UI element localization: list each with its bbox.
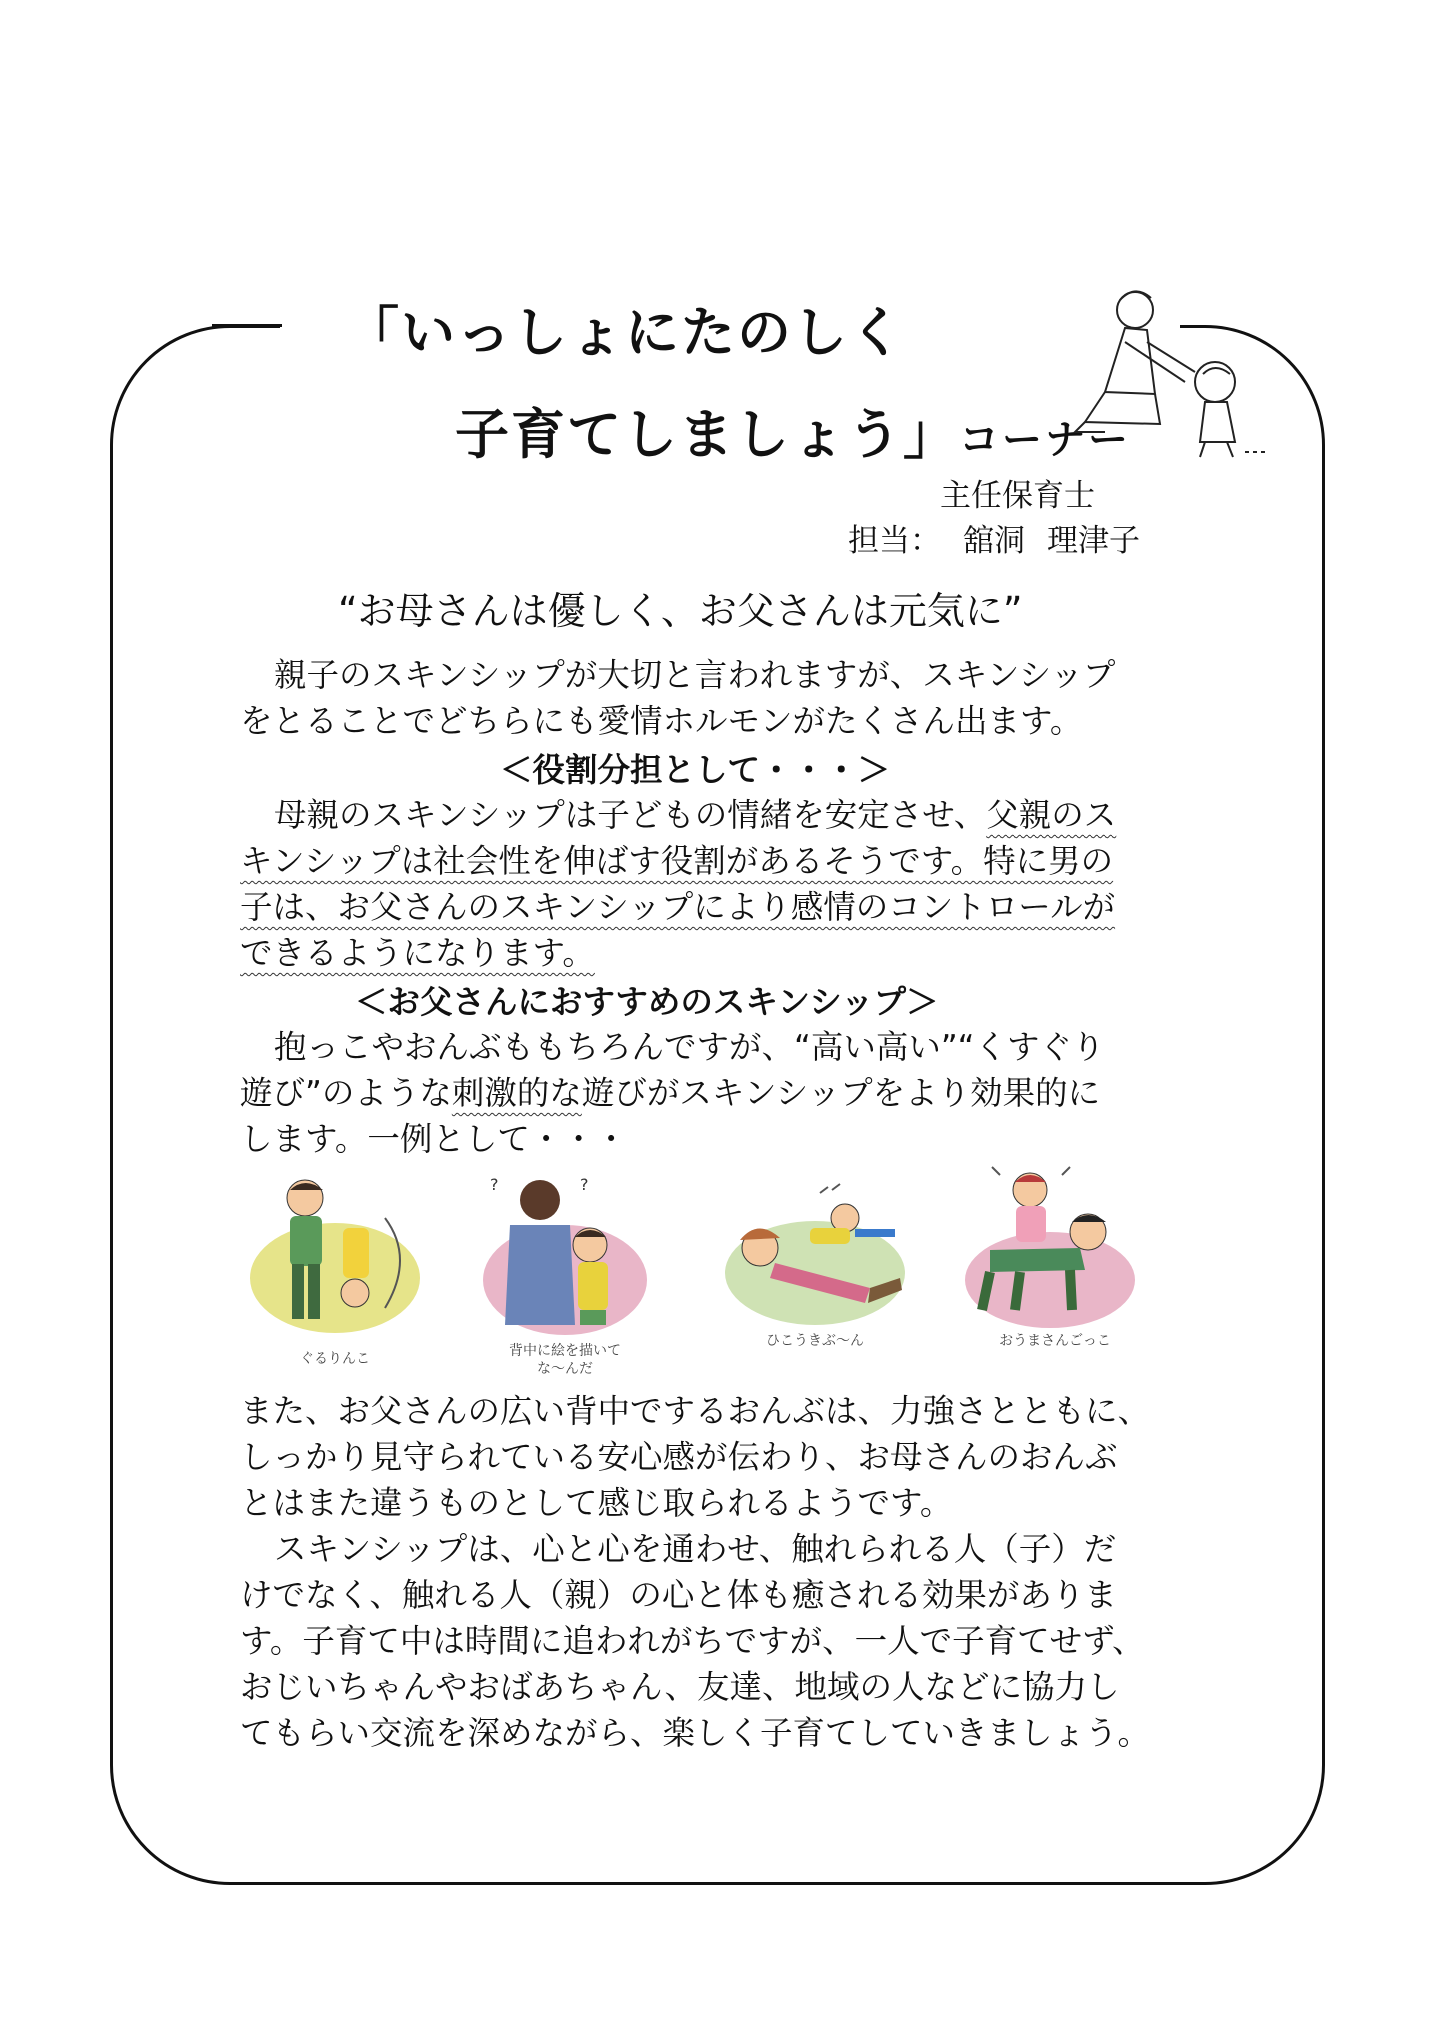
paragraph-4-line-4: おじいちゃんやおばあちゃん、友達、地域の人などに協力し	[240, 1668, 1120, 1706]
caption-spin-play: ぐるりんこ	[300, 1351, 370, 1367]
section-2-line-3: します。一例として・・・	[240, 1120, 628, 1158]
paragraph-3-line-1: また、お父さんの広い背中でするおんぶは、力強さとともに、	[240, 1392, 1151, 1430]
author-given-name: 理津子	[1047, 523, 1140, 559]
caption-airplane-play: ひこうきぶ〜ん	[766, 1333, 864, 1349]
paragraph-4-line-5: てもらい交流を深めながら、楽しく子育てしていきましょう。	[240, 1714, 1151, 1752]
section-2-paragraph	[240, 1024, 1220, 1162]
section-2-title: ＜お父さんにおすすめのスキンシップ＞	[355, 983, 939, 1021]
intro-paragraph	[240, 652, 1220, 744]
section-1-line-4: できるようになります。	[240, 934, 595, 972]
intro-line-1: 親子のスキンシップが大切と言われますが、スキンシップ	[274, 656, 1116, 694]
paragraph-4-line-3: す。子育て中は時間に追われがちですが、一人で子育てせず、	[240, 1622, 1145, 1660]
section-1-line-4-wrap	[240, 930, 1220, 976]
paragraph-4-line-1: スキンシップは、心と心を通わせ、触れられる人（子）だ	[274, 1530, 1117, 1568]
svg-text:?: ?	[490, 1175, 499, 1194]
illustration-spin-play	[245, 1168, 425, 1343]
author-line	[848, 515, 1162, 560]
illustration-back-drawing	[480, 1165, 650, 1340]
svg-text:?: ?	[580, 1175, 589, 1194]
illustration-airplane-play	[720, 1178, 910, 1328]
title-line-2-suffix: コーナー	[959, 417, 1131, 463]
paragraph-4-line-2: けでなく、触れる人（親）の心と体も癒される効果がありま	[240, 1576, 1117, 1614]
caption-horse-play: おうまさんごっこ	[999, 1333, 1111, 1349]
section-2-line-2-a: 遊び”のような	[240, 1074, 452, 1112]
section-2-line-2-c: 遊びがスキンシップをより効果的に	[581, 1074, 1101, 1112]
section-1-title: ＜役割分担として・・・＞	[500, 751, 891, 789]
author-label: 担当：	[848, 523, 941, 559]
section-2-line-2-b: 刺激的な	[451, 1074, 582, 1112]
section-1-line-1	[240, 792, 1220, 838]
section-1-line-3: 子は、お父さんのスキンシップにより感情のコントロールが	[240, 888, 1116, 926]
title-line-1: 「いっしょにたのしく	[345, 301, 905, 364]
author-surname: 舘洞	[963, 523, 1025, 559]
frame-top-line	[212, 324, 282, 327]
section-1-line-2: キンシップは社会性を伸ばす役割があるそうです。特に男の	[240, 842, 1114, 880]
caption-back-drawing-line-1: 背中に絵を描いて	[509, 1343, 621, 1359]
caption-back-drawing	[480, 1342, 650, 1378]
title-line-2-main: 子育てしましょう」	[455, 403, 959, 466]
caption-back-drawing-line-2: な〜んだ	[537, 1361, 593, 1377]
illustration-horse-play	[960, 1160, 1140, 1330]
intro-line-2: をとることでどちらにも愛情ホルモンがたくさん出ます。	[240, 702, 1083, 740]
paragraph-3	[240, 1388, 1220, 1526]
mother-child-illustration	[1065, 282, 1270, 467]
section-1-line-1-underlined: 父親のス	[986, 796, 1117, 834]
paragraph-4	[240, 1526, 1220, 1756]
section-1-paragraph	[240, 792, 1220, 976]
section-1-line-2-wrap	[240, 838, 1220, 884]
section-2-line-2	[240, 1070, 1220, 1116]
author-role: 主任保育士	[940, 478, 1095, 514]
article-heading: “お母さんは優しく、お父さんは元気に”	[338, 589, 1023, 633]
section-1-line-1-plain: 母親のスキンシップは子どもの情緒を安定させ、	[274, 796, 987, 834]
title-line-2	[455, 392, 1131, 469]
section-2-line-1: 抱っこやおんぶももちろんですが、“高い高い”“くすぐり	[274, 1028, 1105, 1066]
paragraph-3-line-3: とはまた違うものとして感じ取られるようです。	[240, 1484, 953, 1522]
section-1-line-3-wrap	[240, 884, 1220, 930]
paragraph-3-line-2: しっかり見守られている安心感が伝わり、お母さんのおんぶ	[240, 1438, 1118, 1476]
